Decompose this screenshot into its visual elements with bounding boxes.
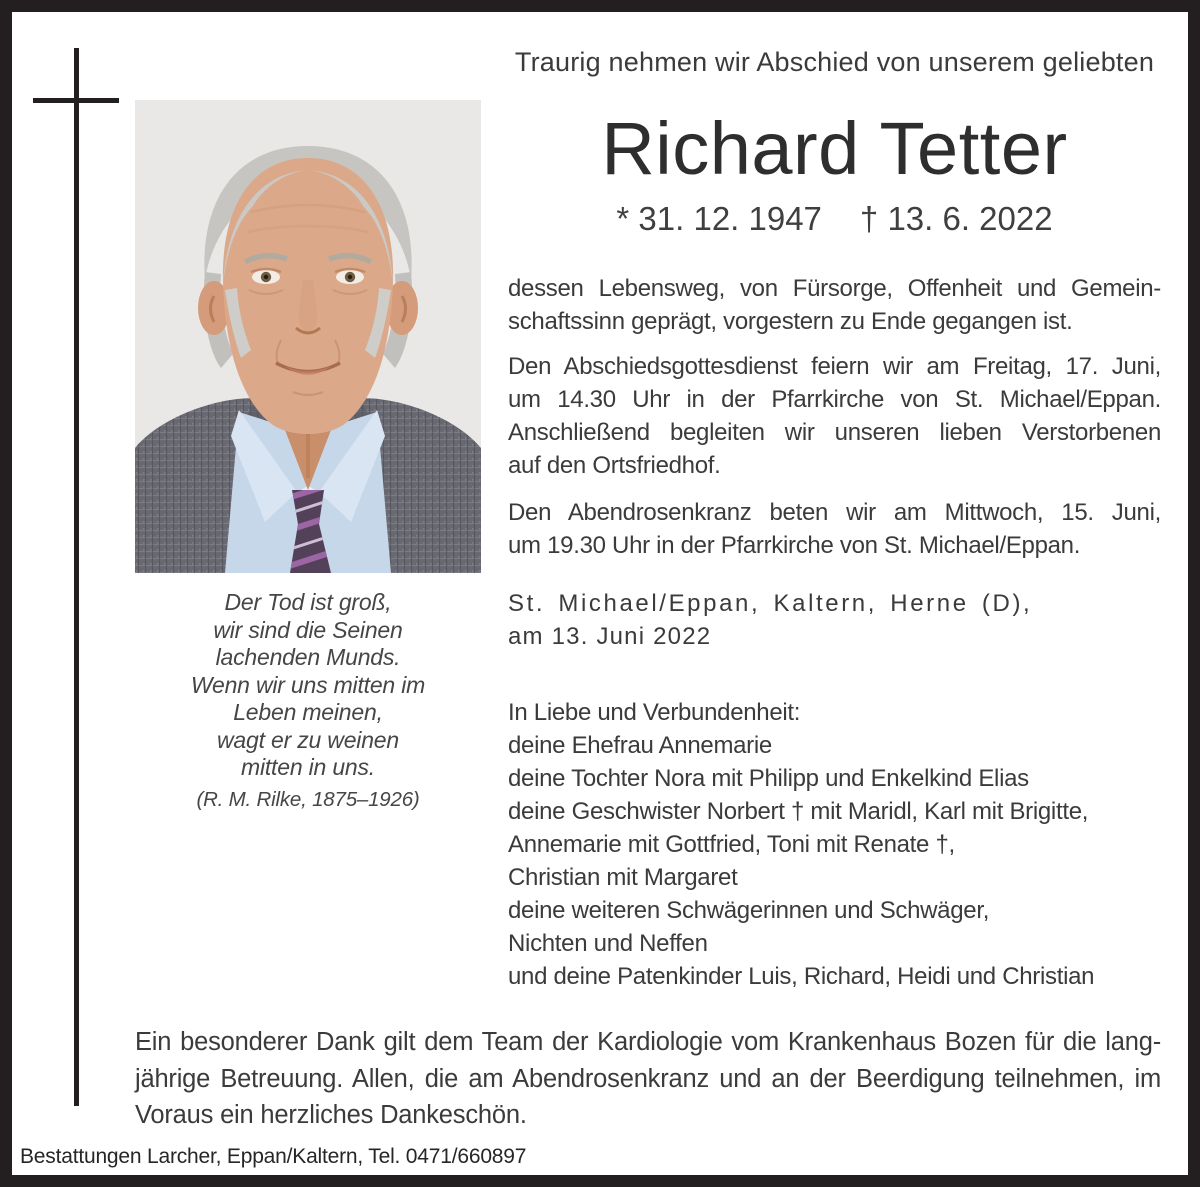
poem-line: lachenden Munds.: [215, 644, 401, 670]
deceased-name: Richard Tetter: [601, 107, 1068, 190]
date-line: am 13. Juni 2022: [508, 623, 712, 650]
intro-line: Traurig nehmen wir Abschied von unserem geliebten: [514, 47, 1155, 77]
poem-lines: [135, 589, 481, 782]
text-line: um 19.30 Uhr in der Pfarrkirche von St. Michael/Eppan.: [508, 532, 1081, 559]
text-line: Den Abschiedsgottesdienst feiern wir am Freitag, 17. Juni,: [508, 353, 1161, 380]
portrait-photo: [135, 100, 481, 573]
birth-date: * 31. 12. 1947: [616, 200, 822, 237]
mourner-line: deine Tochter Nora mit Philipp und Enkelkind Elias: [508, 765, 1029, 792]
cross-horizontal-bar: [33, 98, 119, 103]
poem-line: wir sind die Seinen: [213, 616, 403, 643]
text-line: um 14.30 Uhr in der Pfarrkirche von St. Michael/Eppan.: [508, 386, 1161, 413]
death-date: † 13. 6. 2022: [859, 200, 1053, 237]
poem-line: Wenn wir uns mitten im: [190, 671, 426, 698]
poem: [135, 589, 481, 812]
text-line: Den Abendrosenkranz beten wir am Mittwoch, 15. Juni,: [508, 499, 1161, 526]
mourner-line: In Liebe und Verbundenheit:: [508, 699, 801, 726]
mourner-line: Annemarie mit Gottfried, Toni mit Renate †,: [508, 831, 955, 858]
poem-line: mitten in uns.: [241, 754, 375, 780]
paragraph-lebensweg: [508, 272, 1161, 338]
mourner-line: deine Ehefrau Annemarie: [508, 732, 772, 759]
mourner-line: und deine Patenkinder Luis, Richard, Heidi und Christian: [508, 963, 1095, 990]
paragraph-abschiedsgottesdienst: [508, 350, 1161, 482]
mourner-line: deine weiteren Schwägerinnen und Schwäger,: [508, 897, 990, 924]
poem-line: wagt er zu weinen: [217, 726, 399, 753]
portrait-illustration: [135, 100, 481, 573]
poem-line: Der Tod ist groß,: [224, 589, 392, 615]
text-line: dessen Lebensweg, von Fürsorge, Offenheit und Gemein-: [508, 275, 1161, 302]
text-line: Ein besonderer Dank gilt dem Team der Kardiologie vom Krankenhaus Bozen für die lang-: [135, 1028, 1161, 1056]
funeral-home-footer: Bestattungen Larcher, Eppan/Kaltern, Tel. 0471/660897: [20, 1145, 527, 1168]
life-dates: [508, 200, 1161, 238]
text-line: Voraus ein herzliches Dankeschön.: [135, 1101, 527, 1129]
thanks-paragraph: [135, 1024, 1161, 1134]
mourner-line: Christian mit Margaret: [508, 864, 738, 891]
mourner-line: Nichten und Neffen: [508, 930, 708, 957]
text-line: schaftssinn geprägt, vorgestern zu Ende gegangen ist.: [508, 308, 1073, 335]
text-line: jährige Betreuung. Allen, die am Abendrosenkranz und an der Beerdigung teilnehmen, im: [135, 1064, 1161, 1093]
mourners-list: [508, 696, 1161, 993]
text-line: Anschließend begleiten wir unseren lieben Verstorbenen: [508, 419, 1161, 446]
paragraph-abendrosenkranz: [508, 496, 1161, 562]
cross-vertical-bar: [74, 48, 79, 1106]
mourner-line: deine Geschwister Norbert † mit Maridl, Karl mit Brigitte,: [508, 798, 1089, 825]
text-line: auf den Ortsfriedhof.: [508, 452, 721, 479]
poem-line: Leben meinen,: [233, 699, 383, 725]
place-line: St. Michael/Eppan, Kaltern, Herne (D),: [508, 590, 1033, 617]
poem-attribution: (R. M. Rilke, 1875–1926): [196, 787, 420, 811]
